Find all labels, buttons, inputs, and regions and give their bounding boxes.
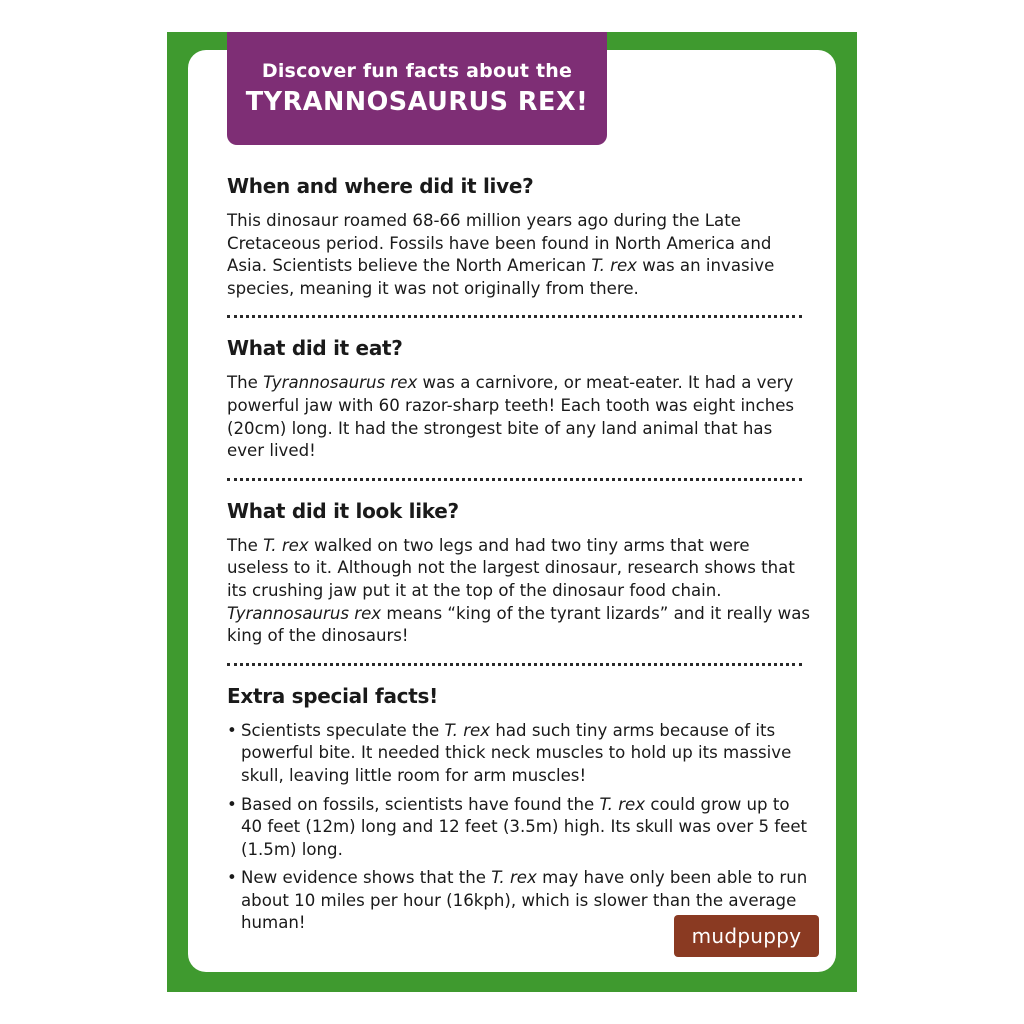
bullet-mark: • <box>227 868 237 888</box>
text-run: Scientists speculate the <box>241 720 445 740</box>
title-banner <box>227 32 607 145</box>
italic-species-name: T. rex <box>263 535 309 555</box>
italic-species-name: T. rex <box>491 868 537 888</box>
banner-title: TYRANNOSAURUS REX! <box>245 87 589 117</box>
text-run: means “king of the tyrant lizards” and it really was king of the dinosaurs! <box>227 603 811 646</box>
section-heading: Extra special facts! <box>227 683 438 708</box>
text-run: walked on two legs and had two tiny arms that were useless to it. Although not the largest dinosaur, research shows that its crushing jaw put it at the top of the dinosaur food chain. <box>227 535 795 600</box>
banner-subtitle: Discover fun facts about the <box>261 60 573 82</box>
section-when-where <box>227 172 812 300</box>
dotted-divider <box>227 478 802 481</box>
text-run: This dinosaur roamed 68-66 million years ago during the Late Cretaceous period. Fossils have been found in North America and Asia. Scientists believe the North American <box>227 211 772 276</box>
section-extra-facts <box>227 682 812 935</box>
text-run: may have only been able to run about 10 miles per hour (16kph), which is slower than the average human! <box>241 868 808 933</box>
text-run: New evidence shows that the <box>241 868 492 888</box>
text-run: could grow up to 40 feet (12m) long and 12 feet (3.5m) high. Its skull was over 5 feet (1.5m) long. <box>241 794 808 859</box>
text-run: Based on fossils, scientists have found the <box>241 794 600 814</box>
facts-list <box>227 720 812 935</box>
dotted-divider <box>227 663 802 666</box>
section-heading: What did it eat? <box>227 336 403 361</box>
section-text <box>227 535 812 648</box>
section-text <box>227 372 812 462</box>
bullet-mark: • <box>227 720 237 740</box>
list-item <box>227 794 812 862</box>
text-run: was an invasive species, meaning it was not originally from there. <box>227 256 775 298</box>
section-appearance <box>227 497 812 648</box>
italic-species-name: Tyrannosaurus rex <box>263 373 418 393</box>
text-run: was a carnivore, or meat-eater. It had a very powerful jaw with 60 razor-sharp teeth! Each tooth was eight inches (20cm) long. It had the strongest bite of any land animal that has ever lived! <box>227 373 795 461</box>
brand-logo: mudpuppy <box>674 915 819 957</box>
section-text <box>227 210 812 300</box>
italic-species-name: T. rex <box>591 256 637 276</box>
italic-species-name: T. rex <box>444 720 491 740</box>
fact-content <box>227 172 812 941</box>
section-heading: What did it look like? <box>227 498 459 523</box>
text-run: The <box>227 535 264 555</box>
section-diet <box>227 334 812 462</box>
section-heading: When and where did it live? <box>227 174 534 198</box>
text-run: had such tiny arms because of its powerful bite. It needed thick neck muscles to hold up its massive skull, leaving little room for arm muscles! <box>241 720 792 785</box>
text-run: The <box>227 373 264 393</box>
italic-species-name: Tyrannosaurus rex <box>227 603 382 623</box>
bullet-mark: • <box>227 794 237 814</box>
italic-species-name: T. rex <box>599 794 646 814</box>
dotted-divider <box>227 315 802 318</box>
list-item <box>227 720 812 788</box>
